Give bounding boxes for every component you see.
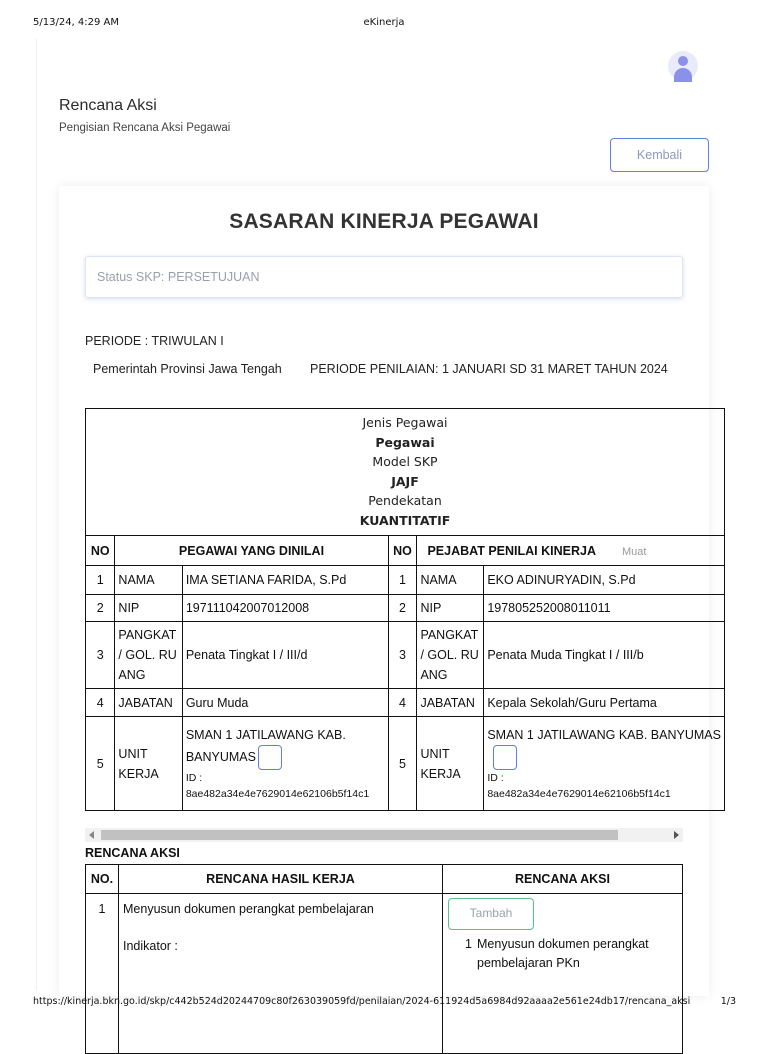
employee-info-box <box>85 408 725 536</box>
periode-penilaian-label: PERIODE PENILAIAN: 1 JANUARI SD 31 MARET TAHUN 2024 <box>310 362 668 376</box>
rencana-aksi-table <box>85 864 683 1054</box>
model-skp-value: JAJF <box>391 473 419 489</box>
table-row: 2 NIP 197111042007012008 2 NIP 197805252008011011 <box>86 595 725 622</box>
table-row: 1 Menyusun dokumen perangkat pembelajaran Indikator : Tambah 1 Menyusun dokumen perangkat pembelajaran PKn <box>86 894 683 1054</box>
print-page-number: 1/3 <box>720 996 736 1007</box>
unit-id-label-2: ID : <box>487 772 504 784</box>
instansi-label: Pemerintah Provinsi Jawa Tengah <box>93 362 282 376</box>
table-row: 4 JABATAN Guru Muda 4 JABATAN Kepala Sekolah/Guru Pertama <box>86 689 725 717</box>
unit-kerja-value: SMAN 1 JATILAWANG KAB. BANYUMAS <box>186 725 385 770</box>
print-header <box>0 17 768 31</box>
edit-unit-button[interactable] <box>258 745 282 770</box>
rencana-hasil-text: Menyusun dokumen perangkat pembelajaran <box>123 902 374 916</box>
jenis-pegawai-value: Pegawai <box>375 434 435 450</box>
model-skp-label: Model SKP <box>372 454 438 469</box>
scrollbar-thumb[interactable] <box>101 830 618 840</box>
table-row: 1 NAMA IMA SETIANA FARIDA, S.Pd 1 NAMA EKO ADINURYADIN, S.Pd <box>86 566 725 595</box>
rencana-header-row <box>86 865 683 894</box>
pendekatan-value: KUANTITATIF <box>359 512 451 528</box>
page-subtitle: Pengisian Rencana Aksi Pegawai <box>59 122 231 134</box>
unit-id-value-2: 8ae482a34e4e7629014e62106b5f14c1 <box>487 788 671 800</box>
print-url: https://kinerja.bkn.go.id/skp/c442b524d20244709c80f263039059fd/penilaian/2024-611924d5a6984d92aaaa2e561e24db17/rencana_aksi <box>33 996 691 1007</box>
col-pegawai-dinilai: PEGAWAI YANG DINILAI <box>115 536 388 566</box>
user-icon <box>678 56 688 66</box>
tambah-button[interactable]: Tambah <box>448 898 534 930</box>
user-avatar[interactable] <box>668 51 698 81</box>
rencana-aksi-title: RENCANA AKSI <box>85 846 180 860</box>
scroll-left-icon[interactable] <box>89 831 94 839</box>
table-header-row <box>86 536 725 566</box>
status-skp-field: Status SKP: PERSETUJUAN <box>85 256 683 298</box>
rencana-aksi-text: Menyusun dokumen perangkat pembelajaran PKn <box>477 937 649 970</box>
employee-table-scroll[interactable] <box>85 408 721 814</box>
col-pejabat-penilai: PEJABAT PENILAI KINERJA Muat <box>417 536 725 566</box>
col-no: NO <box>86 536 115 566</box>
col-rencana-hasil: RENCANA HASIL KERJA <box>119 865 443 894</box>
page-title: Rencana Aksi <box>59 97 157 114</box>
pendekatan-label: Pendekatan <box>368 493 442 508</box>
col-no: NO. <box>86 865 119 894</box>
list-item: 1 Menyusun dokumen perangkat pembelajaran PKn <box>465 935 678 973</box>
indikator-label: Indikator : <box>123 939 178 953</box>
skp-card <box>59 186 721 996</box>
col-no-2: NO <box>388 536 417 566</box>
horizontal-scrollbar[interactable] <box>85 828 683 842</box>
card-heading: SASARAN KINERJA PEGAWAI <box>229 210 539 233</box>
table-row: 3 PANGKAT / GOL. RUANG Penata Tingkat I / III/d 3 PANGKAT / GOL. RUANG Penata Muda Tingkat I / III/b <box>86 622 725 689</box>
unit-kerja-value-2: SMAN 1 JATILAWANG KAB. BANYUMAS <box>487 728 721 742</box>
periode-label: PERIODE : TRIWULAN I <box>85 334 224 348</box>
back-button[interactable]: Kembali <box>610 138 709 172</box>
unit-id-value: 8ae482a34e4e7629014e62106b5f14c1 <box>185 788 370 800</box>
unit-id-label: ID : <box>185 772 203 784</box>
table-row: 5 UNIT KERJA SMAN 1 JATILAWANG KAB. BANYUMAS ID : 8ae482a34e4e7629014e62106b5f14c1 5 UNIT KERJA SMAN 1 JATILAWANG KAB. BANYUMAS ID : 8ae482a34e4e7629014e62106b5f14c1 <box>86 717 725 811</box>
muat-label: Muat <box>621 545 647 558</box>
print-timestamp: 5/13/24, 4:29 AM <box>33 17 120 28</box>
scroll-right-icon[interactable] <box>674 831 679 839</box>
employee-table <box>85 535 725 811</box>
col-rencana-aksi: RENCANA AKSI <box>443 865 683 894</box>
print-doc-title: eKinerja <box>363 17 405 28</box>
jenis-pegawai-label: Jenis Pegawai <box>362 415 448 430</box>
edit-unit-button-2[interactable] <box>493 745 517 770</box>
